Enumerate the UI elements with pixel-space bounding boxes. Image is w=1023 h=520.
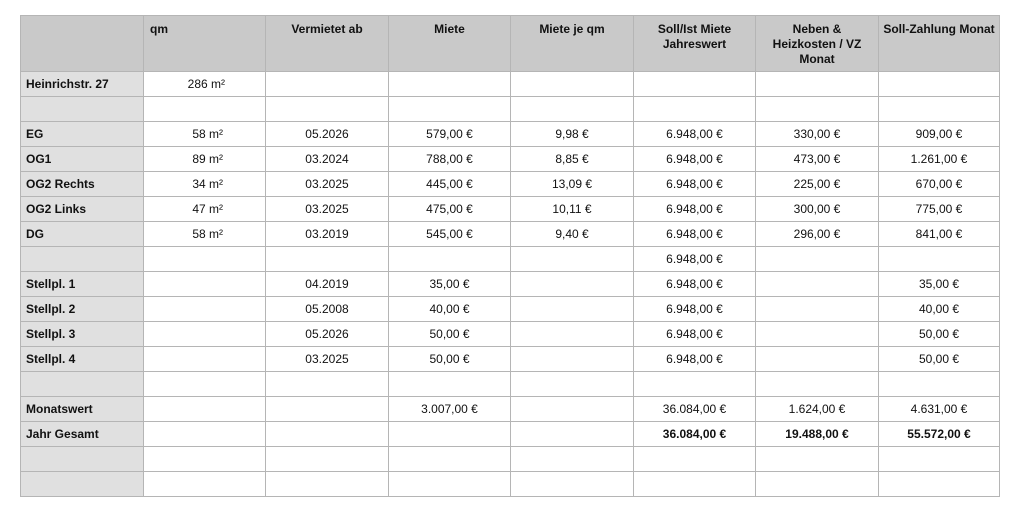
soll-zahlung-cell[interactable] xyxy=(879,247,1000,272)
vermietet-ab-cell[interactable] xyxy=(266,97,389,122)
soll-ist-cell[interactable]: 6.948,00 € xyxy=(634,247,756,272)
soll-ist-cell[interactable]: 6.948,00 € xyxy=(634,172,756,197)
soll-ist-cell[interactable] xyxy=(634,447,756,472)
neben-cell[interactable] xyxy=(756,347,879,372)
vermietet-ab-cell[interactable] xyxy=(266,397,389,422)
row-label-cell[interactable] xyxy=(21,247,144,272)
neben-cell[interactable] xyxy=(756,472,879,497)
miete-cell[interactable]: 35,00 € xyxy=(389,272,511,297)
soll-zahlung-cell[interactable] xyxy=(879,97,1000,122)
neben-cell[interactable]: 300,00 € xyxy=(756,197,879,222)
vermietet-ab-cell[interactable]: 03.2025 xyxy=(266,347,389,372)
miete-je-qm-cell[interactable] xyxy=(511,347,634,372)
miete-je-qm-cell[interactable] xyxy=(511,297,634,322)
miete-je-qm-cell[interactable]: 9,40 € xyxy=(511,222,634,247)
table-row xyxy=(21,272,1000,297)
qm-cell[interactable]: 58 m² xyxy=(144,222,266,247)
table-row xyxy=(21,422,1000,447)
table-row xyxy=(21,447,1000,472)
row-label-cell[interactable]: Jahr Gesamt xyxy=(21,422,144,447)
table-row xyxy=(21,472,1000,497)
row-label-cell[interactable]: OG2 Rechts xyxy=(21,172,144,197)
soll-ist-cell[interactable]: 36.084,00 € xyxy=(634,397,756,422)
vermietet-ab-cell[interactable] xyxy=(266,72,389,97)
vermietet-ab-cell[interactable]: 03.2025 xyxy=(266,172,389,197)
header-corner-cell[interactable] xyxy=(21,16,144,72)
vermietet-ab-cell[interactable]: 05.2008 xyxy=(266,297,389,322)
neben-cell[interactable]: 330,00 € xyxy=(756,122,879,147)
table-row xyxy=(21,97,1000,122)
miete-cell[interactable]: 445,00 € xyxy=(389,172,511,197)
qm-cell[interactable]: 47 m² xyxy=(144,197,266,222)
miete-je-qm-cell[interactable] xyxy=(511,322,634,347)
miete-je-qm-cell[interactable] xyxy=(511,472,634,497)
qm-cell[interactable]: 58 m² xyxy=(144,122,266,147)
row-label-cell[interactable]: DG xyxy=(21,222,144,247)
vermietet-ab-cell[interactable] xyxy=(266,422,389,447)
table-row xyxy=(21,322,1000,347)
soll-zahlung-cell[interactable]: 50,00 € xyxy=(879,322,1000,347)
soll-zahlung-cell[interactable] xyxy=(879,72,1000,97)
table-row xyxy=(21,347,1000,372)
soll-zahlung-cell[interactable]: 4.631,00 € xyxy=(879,397,1000,422)
vermietet-ab-cell[interactable]: 03.2019 xyxy=(266,222,389,247)
neben-cell[interactable]: 225,00 € xyxy=(756,172,879,197)
miete-je-qm-cell[interactable] xyxy=(511,422,634,447)
table-row xyxy=(21,247,1000,272)
row-label-cell[interactable]: Stellpl. 3 xyxy=(21,322,144,347)
qm-cell[interactable] xyxy=(144,472,266,497)
miete-cell[interactable] xyxy=(389,422,511,447)
qm-cell[interactable] xyxy=(144,347,266,372)
neben-cell[interactable] xyxy=(756,297,879,322)
table-row xyxy=(21,372,1000,397)
neben-cell[interactable]: 296,00 € xyxy=(756,222,879,247)
soll-zahlung-cell[interactable]: 50,00 € xyxy=(879,347,1000,372)
table-row xyxy=(21,222,1000,247)
qm-cell[interactable] xyxy=(144,247,266,272)
miete-je-qm-cell[interactable]: 10,11 € xyxy=(511,197,634,222)
neben-cell[interactable]: 19.488,00 € xyxy=(756,422,879,447)
qm-cell[interactable] xyxy=(144,372,266,397)
miete-cell[interactable] xyxy=(389,372,511,397)
miete-je-qm-cell[interactable]: 13,09 € xyxy=(511,172,634,197)
miete-je-qm-cell[interactable] xyxy=(511,272,634,297)
header-qm[interactable]: qm xyxy=(144,16,266,72)
miete-cell[interactable]: 545,00 € xyxy=(389,222,511,247)
miete-je-qm-cell[interactable] xyxy=(511,97,634,122)
neben-cell[interactable] xyxy=(756,72,879,97)
header-soll-ist-miete[interactable]: Soll/Ist Miete Jahreswert xyxy=(634,16,756,72)
neben-cell[interactable] xyxy=(756,447,879,472)
header-vermietet-ab[interactable]: Vermietet ab xyxy=(266,16,389,72)
miete-cell[interactable]: 3.007,00 € xyxy=(389,397,511,422)
soll-ist-cell[interactable] xyxy=(634,72,756,97)
vermietet-ab-cell[interactable]: 04.2019 xyxy=(266,272,389,297)
vermietet-ab-cell[interactable]: 03.2024 xyxy=(266,147,389,172)
table-row xyxy=(21,147,1000,172)
table-row xyxy=(21,172,1000,197)
table-row xyxy=(21,397,1000,422)
soll-ist-cell[interactable]: 6.948,00 € xyxy=(634,272,756,297)
soll-ist-cell[interactable]: 6.948,00 € xyxy=(634,122,756,147)
rent-table xyxy=(20,15,1000,497)
soll-zahlung-cell[interactable] xyxy=(879,372,1000,397)
neben-cell[interactable] xyxy=(756,372,879,397)
vermietet-ab-cell[interactable]: 03.2025 xyxy=(266,197,389,222)
soll-zahlung-cell[interactable]: 40,00 € xyxy=(879,297,1000,322)
qm-cell[interactable] xyxy=(144,297,266,322)
neben-cell[interactable] xyxy=(756,247,879,272)
row-label-cell[interactable]: Stellpl. 2 xyxy=(21,297,144,322)
miete-je-qm-cell[interactable] xyxy=(511,72,634,97)
row-label-cell[interactable] xyxy=(21,472,144,497)
neben-cell[interactable] xyxy=(756,322,879,347)
soll-ist-cell[interactable]: 6.948,00 € xyxy=(634,147,756,172)
row-label-cell[interactable]: Monatswert xyxy=(21,397,144,422)
table-row xyxy=(21,197,1000,222)
miete-cell[interactable] xyxy=(389,97,511,122)
row-label-cell[interactable]: OG2 Links xyxy=(21,197,144,222)
qm-cell[interactable]: 89 m² xyxy=(144,147,266,172)
header-soll-zahlung[interactable]: Soll-Zahlung Monat xyxy=(879,16,1000,72)
soll-zahlung-cell[interactable]: 841,00 € xyxy=(879,222,1000,247)
miete-cell[interactable]: 579,00 € xyxy=(389,122,511,147)
qm-cell[interactable]: 286 m² xyxy=(144,72,266,97)
soll-ist-cell[interactable] xyxy=(634,97,756,122)
qm-cell[interactable] xyxy=(144,447,266,472)
miete-cell[interactable]: 50,00 € xyxy=(389,347,511,372)
miete-je-qm-cell[interactable] xyxy=(511,247,634,272)
miete-cell[interactable] xyxy=(389,472,511,497)
qm-cell[interactable] xyxy=(144,422,266,447)
table-row xyxy=(21,72,1000,97)
row-label-cell[interactable]: Heinrichstr. 27 xyxy=(21,72,144,97)
soll-zahlung-cell[interactable] xyxy=(879,472,1000,497)
soll-zahlung-cell[interactable]: 35,00 € xyxy=(879,272,1000,297)
row-label-cell[interactable]: Stellpl. 4 xyxy=(21,347,144,372)
soll-zahlung-cell[interactable]: 1.261,00 € xyxy=(879,147,1000,172)
qm-cell[interactable] xyxy=(144,272,266,297)
vermietet-ab-cell[interactable] xyxy=(266,372,389,397)
soll-ist-cell[interactable]: 6.948,00 € xyxy=(634,347,756,372)
miete-je-qm-cell[interactable]: 9,98 € xyxy=(511,122,634,147)
soll-ist-cell[interactable] xyxy=(634,372,756,397)
miete-cell[interactable]: 475,00 € xyxy=(389,197,511,222)
miete-cell[interactable]: 40,00 € xyxy=(389,297,511,322)
neben-cell[interactable] xyxy=(756,272,879,297)
miete-je-qm-cell[interactable] xyxy=(511,397,634,422)
vermietet-ab-cell[interactable] xyxy=(266,447,389,472)
row-label-cell[interactable]: EG xyxy=(21,122,144,147)
soll-zahlung-cell[interactable]: 909,00 € xyxy=(879,122,1000,147)
qm-cell[interactable] xyxy=(144,322,266,347)
header-miete[interactable]: Miete xyxy=(389,16,511,72)
soll-zahlung-cell[interactable]: 670,00 € xyxy=(879,172,1000,197)
neben-cell[interactable] xyxy=(756,97,879,122)
neben-cell[interactable]: 1.624,00 € xyxy=(756,397,879,422)
soll-ist-cell[interactable]: 6.948,00 € xyxy=(634,322,756,347)
miete-cell[interactable] xyxy=(389,72,511,97)
vermietet-ab-cell[interactable] xyxy=(266,472,389,497)
row-label-cell[interactable]: Stellpl. 1 xyxy=(21,272,144,297)
row-label-cell[interactable] xyxy=(21,97,144,122)
miete-je-qm-cell[interactable]: 8,85 € xyxy=(511,147,634,172)
table-row xyxy=(21,122,1000,147)
miete-cell[interactable] xyxy=(389,447,511,472)
qm-cell[interactable] xyxy=(144,97,266,122)
miete-cell[interactable] xyxy=(389,247,511,272)
soll-ist-cell[interactable]: 6.948,00 € xyxy=(634,222,756,247)
row-label-cell[interactable] xyxy=(21,372,144,397)
row-label-cell[interactable]: OG1 xyxy=(21,147,144,172)
miete-cell[interactable]: 50,00 € xyxy=(389,322,511,347)
soll-zahlung-cell[interactable]: 775,00 € xyxy=(879,197,1000,222)
header-miete-je-qm[interactable]: Miete je qm xyxy=(511,16,634,72)
soll-zahlung-cell[interactable]: 55.572,00 € xyxy=(879,422,1000,447)
soll-ist-cell[interactable]: 6.948,00 € xyxy=(634,297,756,322)
miete-je-qm-cell[interactable] xyxy=(511,372,634,397)
vermietet-ab-cell[interactable]: 05.2026 xyxy=(266,122,389,147)
spreadsheet xyxy=(20,15,1000,497)
vermietet-ab-cell[interactable]: 05.2026 xyxy=(266,322,389,347)
table-row xyxy=(21,297,1000,322)
miete-je-qm-cell[interactable] xyxy=(511,447,634,472)
soll-zahlung-cell[interactable] xyxy=(879,447,1000,472)
header-row xyxy=(21,16,1000,72)
row-label-cell[interactable] xyxy=(21,447,144,472)
table-body xyxy=(21,72,1000,497)
soll-ist-cell[interactable]: 36.084,00 € xyxy=(634,422,756,447)
vermietet-ab-cell[interactable] xyxy=(266,247,389,272)
qm-cell[interactable] xyxy=(144,397,266,422)
soll-ist-cell[interactable]: 6.948,00 € xyxy=(634,197,756,222)
miete-cell[interactable]: 788,00 € xyxy=(389,147,511,172)
qm-cell[interactable]: 34 m² xyxy=(144,172,266,197)
soll-ist-cell[interactable] xyxy=(634,472,756,497)
neben-cell[interactable]: 473,00 € xyxy=(756,147,879,172)
header-neben-heizkosten[interactable]: Neben & Heizkosten / VZ Monat xyxy=(756,16,879,72)
